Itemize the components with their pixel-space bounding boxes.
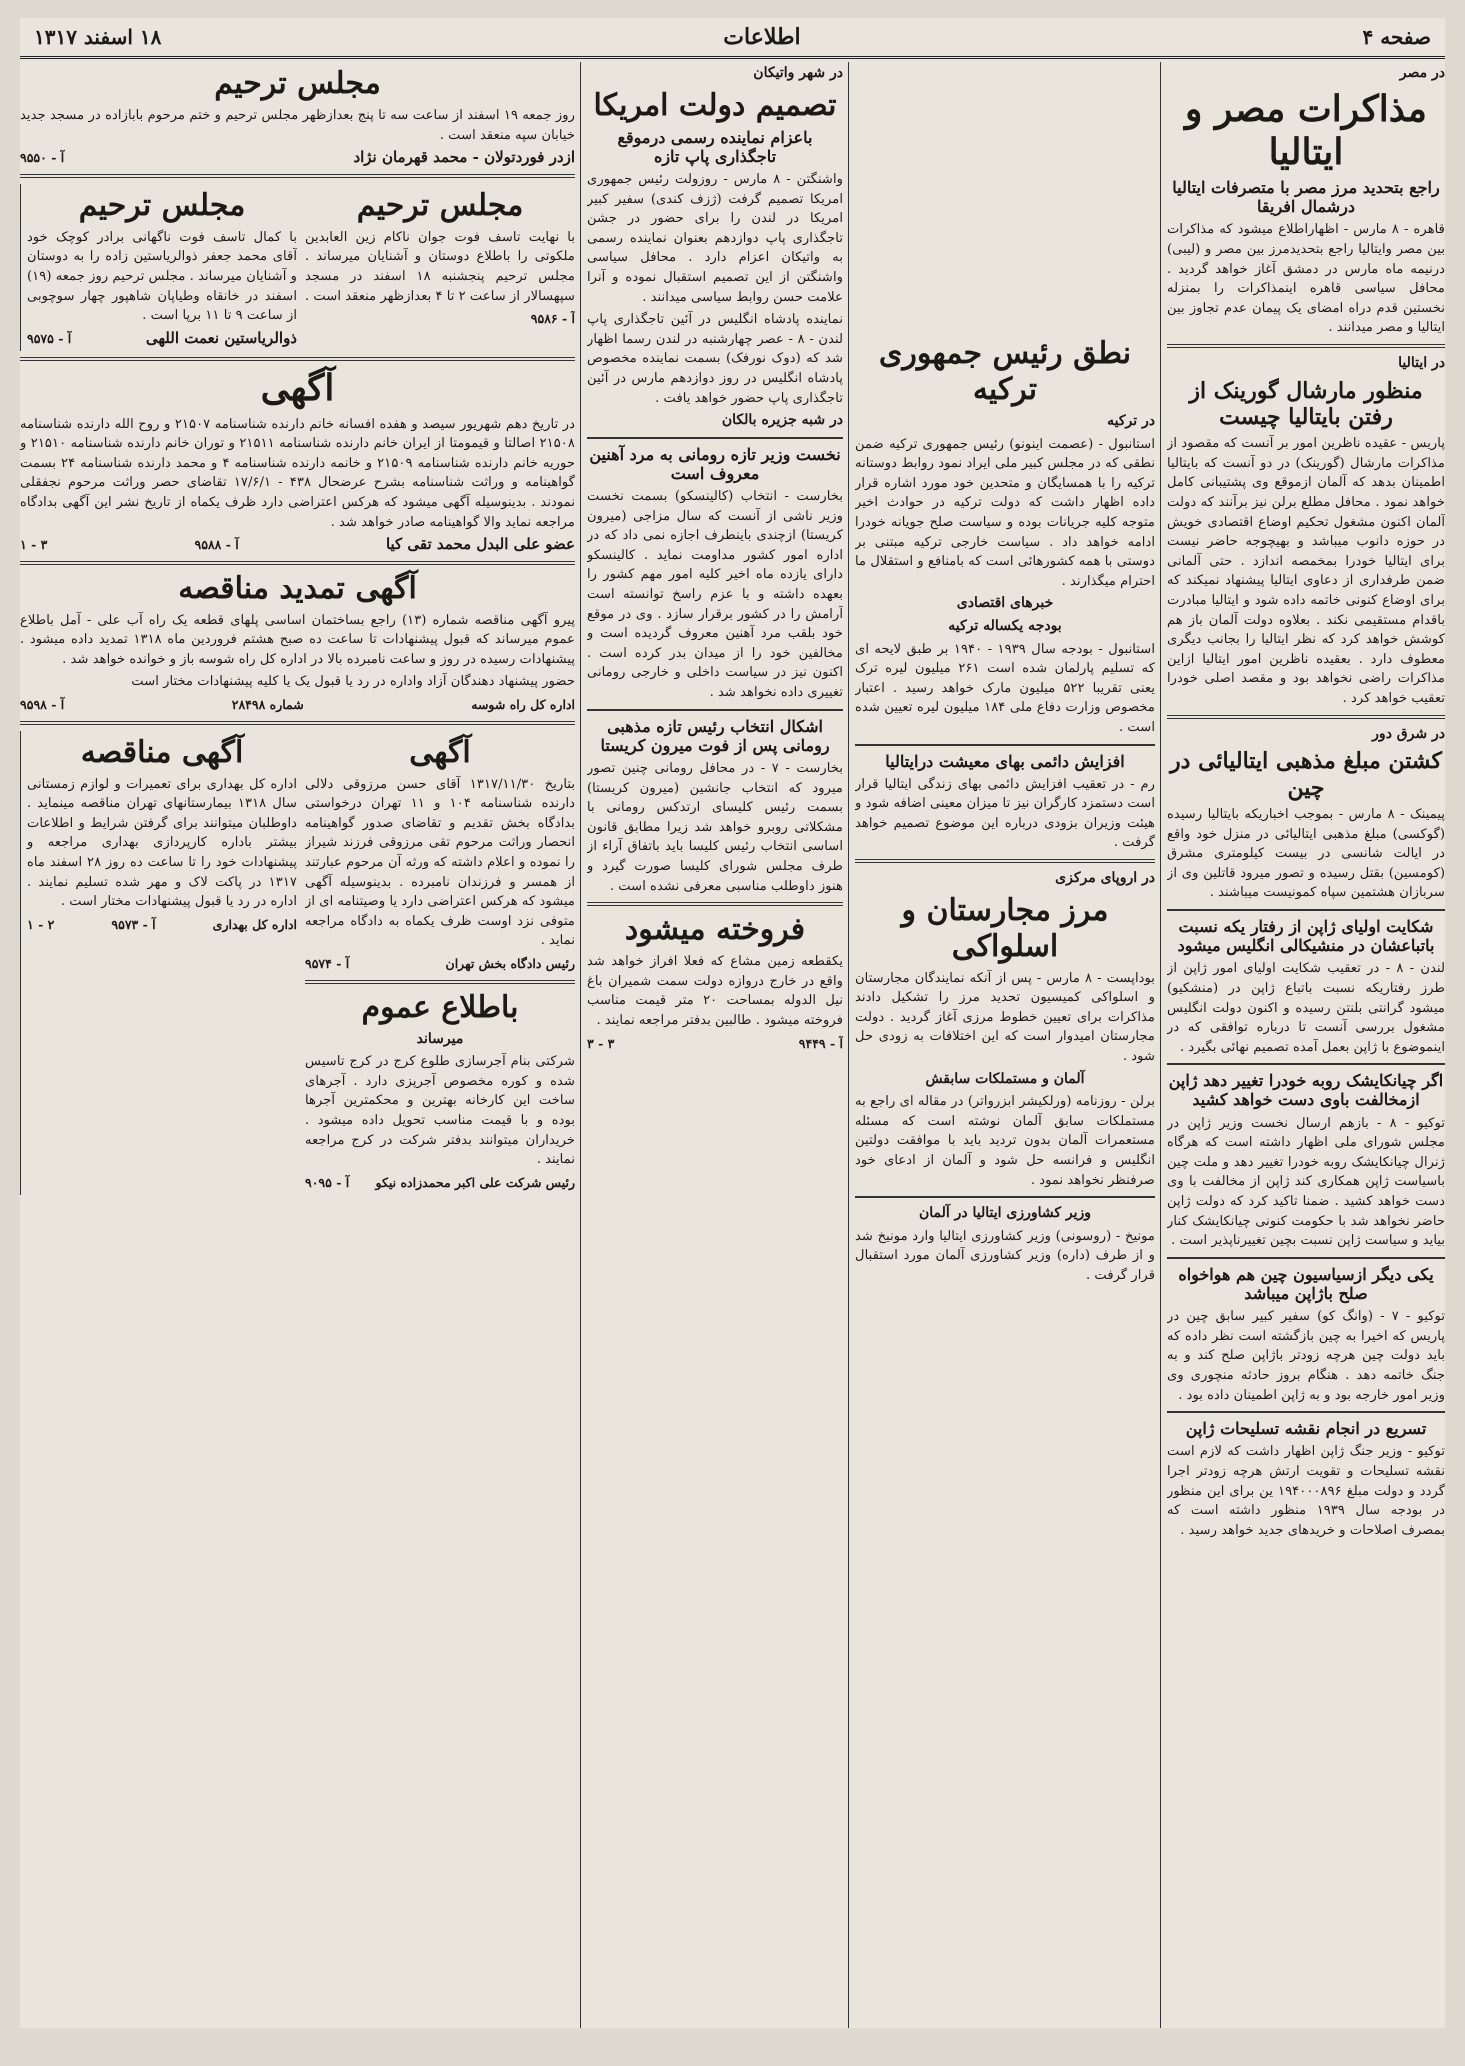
column-rule — [1160, 62, 1161, 2028]
headline-hungary: مرز مجارستان و اسلواکی — [901, 892, 1109, 964]
ad-body: در تاریخ دهم شهریور سیصد و هفده افسانه خانم دارنده شناسنامه ۲۱۵۰۷ و روح الله دارنده شناسنامه ۲۱۵۰۸ اصالتا و قیمومتا از ایران خانم دارنده شناسنامه ۲۱۵۱۱ و توران خانم دارنده شناسنامه ۲۱۵۱۰ و حوریه خانم دارنده شناسنامه ۲۱۵۰۹ و خانمه دارنده شناسنامه ۴ و محمد دارنده شناسنامه ۲۴ بسمت گواهینامه و وراثت شناسنامه بشرح عرضحال ۴۳۸ - ۱۷/۶/۱ تقاضای حصر وراثت مرحوم نجفقلی نمودند . بدینوسیله آگهی میشود که هرکس اعتراضی دارد ظرف یکماه از تاریخ نشر این آگهی بدادگاه مراجعه نماید والا گواهینامه صادر خواهد شد . — [20, 416, 575, 530]
notice-left — [20, 184, 297, 352]
ad-signature: اداره کل بهداری — [212, 916, 297, 932]
headline: نخست وزیر تازه رومانی به مرد آهنین معروف است — [589, 444, 841, 483]
ad-code: آ - ۹۵۸۸ — [194, 537, 239, 553]
divider — [587, 902, 843, 906]
article-body: استانبول - (عصمت اینونو) رئیس جمهوری ترکیه ضمن نطقی که در مجلس کبیر ملی ایراد نمود روابط دوستانه ترکیه را با همسایگان و متحدین خود مورد اشاره قرار داده اظهار داشت که دولت ترکیه در حوادث اخیر متوجه کلیه جریانات بوده و سیاست صلح جویانه خودرا ادامه خواهد داد . سیاست خارجی ترکیه مبتنی بر دوستی با همه کشورهائی است که بامنافع و استقلال ما احترام میگذارند . — [855, 436, 1155, 589]
ad-signature: اداره کل راه شوسه — [471, 697, 575, 713]
article-body: پاریس - عقیده ناظرین امور بر آنست که مقصود از مذاکرات مارشال (گورینک) در دو آنست که بایتالیا اطمینان بدهد که آلمان ازموقع وی پشتیبانی کامل خواهد نمود . محافل مطلع برلن نیز برآنند که دولت آلمان اکنون مشغول تحکیم اوضاع اقتصادی خویش در حوزه دانوب میباشد و بهیچوجه حاضر نیست برای ایتالیا خودرا بمخمصه اندازد . حتی آلمانی ضمن طرفداری از دعاوی ایتالیا پیشنهاد نمیکند که برای اوضاع کنونی خاتمه داده شود و ایتالیا مبادرت باقدام مستقیمی نکند . بعلاوه دولت آلمان باز هم کوشش خواهد کرد که نظر ایتالیا را بجانب دیگری معطوف دارد . بعقیده ناظرین امور ایتالیا ازاین مذاکرات راضی نخواهد بود و مقصد اصلی خودرا تعقیب خواهد کرد . — [1167, 436, 1445, 706]
subheadline: آلمان و مستملکات سابقش — [925, 1070, 1085, 1087]
divider — [587, 709, 843, 711]
article-body: استانبول - بودجه سال ۱۹۳۹ - ۱۹۴۰ بر طبق لایحه ای که تسلیم پارلمان شده است ۲۶۱ میلیون لیره ترک یعنی تقریبا ۵۲۲ میلیون مارک خواهد رسید . اعتبار مخصوص وزارت دفاع ملی ۱۸۴ میلیون لیره تعیین شده است . — [855, 641, 1155, 735]
section-label: در ترکیه — [1107, 413, 1155, 429]
column-vatican-balkan — [587, 62, 843, 2028]
spacer — [855, 62, 1155, 332]
divider — [20, 721, 575, 725]
section-label: در شهر واتیکان — [753, 65, 843, 81]
ad-title-tender-extension: آگهی تمدید مناقصه — [178, 570, 417, 606]
subheadline: بودجه یکساله ترکیه — [948, 617, 1062, 634]
headline: یکی دیگر ازسیاسیون چین هم هواخواه صلح باژاپن میباشد — [1178, 1264, 1434, 1303]
article-body: توکیو - ۷ - (وانگ کو) سفیر کبیر سابق چین در پاریس که اخیرا به چین بازگشته است نظر داده که باید دولت چین هرچه زودتر باژاپن صلح کند و به جنگ خاتمه دهد . هنگام بروز حادثه منچوری وی وزیر امور خارجه بود و به ژاپن اطمینان داده بود . — [1167, 1309, 1445, 1403]
ad-title-tender: آگهی مناقصه — [80, 734, 244, 770]
notice-title: مجلس ترحیم — [78, 187, 246, 223]
notice-code: آ - ۹۵۷۵ — [27, 330, 72, 346]
ad-body: اداره کل بهداری برای تعمیرات و لوازم زمستانی سال ۱۳۱۸ بیمارستانهای تهران مناقصه مینماید . داوطلبان میتوانند برای گرفتن شرایط و اطلاعات بیشتر باداره کارپردازی بهداری مراجعه و پیشنهادات خود را تا ساعت ده روز ۲۸ اسفند ماه ۱۳۱۷ در پاکت لاک و مهر شده تسلیم نمایند . اداره در رد یا قبول پیشنهادات مختار است . — [27, 776, 297, 910]
article-body: توکیو - ۸ - بازهم ارسال نخست وزیر ژاپن در مجلس شورای ملی اظهار داشته است که هرگاه ژنرال چیانکایشک روبه خودرا تغییر دهد و ملت چین باسیاست ژاپن همکاری کند ژاپن از مخالفت با وی دست خواهد کشید . ضمنا تاکید کرد که دولت ژاپن حاضر نخواهد شد با حکومت کنونی چیانکایشک کنار بیاید و سیاست ژاپن نسبت بچین تغییرناپذیر است . — [1167, 1115, 1445, 1249]
newspaper-name: اطلاعات — [723, 24, 801, 50]
ads-pair — [20, 731, 575, 1196]
divider — [20, 357, 575, 361]
divider — [855, 859, 1155, 863]
section-label: در شبه جزیره بالکان — [721, 412, 843, 429]
article-body: لندن - ۸ - در تعقیب شکایت اولیای امور ژاپن از طرز رفتاریکه نسبت باتباع ژاپن در (منشکیو) میشود گرانتی بلنتن رسیده و اکنون دولت انگلیس مشغول بررسی آنست تا درباره توافقی که در اینموضوع با ژاپن بعمل آمده تصمیم نهائی بگیرد . — [1167, 961, 1445, 1055]
divider — [1167, 344, 1445, 348]
divider — [1167, 909, 1445, 911]
ad-code: آ - ۹۵۹۸ — [20, 697, 65, 713]
section-label: در شرق دور — [1372, 725, 1445, 742]
page-number: صفحه ۴ — [1362, 25, 1431, 49]
notice-title: مجلس ترحیم — [356, 187, 524, 223]
ad-title-public-notice: باطلاع عموم — [361, 989, 519, 1025]
divider — [855, 1196, 1155, 1198]
divider — [587, 437, 843, 439]
notice-body: با کمال تاسف فوت ناگهانی برادر کوچک خود آقای محمد جعفر ذوالریاستین زاده را به دوستان و آشنایان میرساند . مجلس ترحیم روز جمعه (۱۹) اسفند در خانقاه وطیاپان شاهپور چهار سوچوبی از ساعت ۹ تا ۱۱ برپا است . — [27, 229, 297, 324]
notice-code: آ - ۹۵۸۶ — [530, 311, 575, 327]
divider — [1167, 1257, 1445, 1259]
ad-title-for-sale: فروخته میشود — [624, 912, 806, 948]
article-body: بوداپست - ۸ مارس - پس از آنکه نمایندگان مجارستان و اسلواکی کمیسیون تحدید مرز را تشکیل دادند مذاکرات برای تعیین خطوط مرزی آغاز گردید . دولت مجارستان امیدوار است که این اختلافات به زودی حل شود . — [855, 970, 1155, 1065]
divider — [1167, 715, 1445, 719]
headline-goering: منظور مارشال گورینک از رفتن بایتالیا چیست — [1189, 377, 1423, 430]
ad-code: آ - ۹۵۷۳ — [111, 916, 156, 932]
ad-body: بتاریخ ۱۳۱۷/۱۱/۳۰ آقای حسن مرزوقی دلالی دارنده شناسنامه ۱۰۴ و ۱۱ تهران درخواستی بدادگاه بخش تقدیم و تقاضای صدور گواهینامه انحصار وراثت مرحوم تقی مرزوقی فرزند شیراز را نموده و اعلام داشته که ورثه آن مرحوم عبارتند از همسر و فرزندان نامبرده . بدینوسیله آگهی میشود که هرکس اعتراضی دارد یا وصیتنامه ای از متوفی نزد اوست ظرف یکماه به دادگاه مراجعه نماید . — [305, 776, 575, 949]
article-body: رم - در تعقیب افزایش دائمی بهای زندگی ایتالیا قرار است دستمزد کارگران نیز تا میزان معینی اضافه شود و هیئت وزیران بزودی درباره این موضوع تصمیم خواهد گرفت . — [855, 776, 1155, 851]
ad-body: پیرو آگهی مناقصه شماره (۱۳) راجع بساختمان اساسی پلهای قطعه یک راه آب علی - آمل باطلاع عموم میرساند که قبول پیشنهادات تا ساعت ده صبح هشتم فروردین ماه ۱۳۱۸ تمدید داده میشود . پیشنهادات رسیده در روز و ساعت نامبرده بالا در اداره کل راه شوسه باز و خوانده خواهد شد . — [20, 612, 575, 667]
section-label: در ایتالیا — [1398, 354, 1445, 371]
divider — [1167, 1063, 1445, 1065]
column-rule — [848, 62, 849, 2028]
notice-pair — [20, 184, 575, 352]
article-body: نماینده پادشاه انگلیس در آئین تاجگذاری پاپ لندن - ۸ - عصر چهارشنبه در لندن رسما اظهار شد که (دوک نورفک) بسمت نماینده مخصوص پادشاه انگلیس در روز دوازدهم مارس در آئین تاجگذاری پاپ حضور خواهد یافت . — [587, 312, 843, 406]
ad-body: یکقطعه زمین مشاع که فعلا افراز خواهد شد واقع در خارج دروازه دولت سمت شمیران باغ نیل الدوله بمساحت ۲۰ متر قیمت مناسب فروخته میشود . طالبین بدفتر مراجعه نمایند . — [587, 954, 843, 1028]
subheadline: وزیر کشاورزی ایتالیا در آلمان — [918, 1205, 1092, 1222]
section-label: در مصر — [1399, 65, 1445, 81]
article-body: بخارست - انتخاب (کالینسکو) بسمت نخست وزیر ناشی از آنست که سال مزاجی (میرون کریستا) ازچندی باینطرف اجازه نمی داد که در اداره امور کشور مداومت نماید . کالینسکو دارای یازده ماه اخیر کلیه امور مهم کشور را بعهده داشته و با عزم راسخ توانسته است آرامش را در کشور برقرار سازد . وی در موقع خود بلقب مرد آهنین معروف گردیده است و مخالفین خود را از میدان بدر کرده است . اکنون نیز در سیاست داخلی و خارجی رومانی تغییری داده نخواهد شد . — [587, 489, 843, 700]
masthead — [20, 18, 1445, 59]
ad-body: شرکتی بنام آجرسازی طلوع کرج در کرج تاسیس شده و کوره مخصوص آجرپزی دارد . آجرهای ساخت این کارخانه بهترین و محکمترین آجرها بوده و با قیمت مناسب تحویل داده میشود . خریداران میتوانند بدفتر شرکت در کرج مراجعه نمایند . — [305, 1054, 575, 1168]
divider — [20, 174, 575, 178]
notice-right — [305, 184, 575, 352]
divider — [20, 561, 575, 565]
ad-code: آ - ۹۵۷۴ — [305, 956, 350, 971]
ad-subtitle: میرساند — [416, 1030, 464, 1047]
article-body: پیمینک - ۸ مارس - بموجب اخباریکه بایتالیا رسیده (گوکسی) مبلغ مذهبی ایتالیائی در منزل خود واقع در ایالت شانسی در بیست کیلومتری مشرق (کومسین) بقتل رسیده و تصور میرود قاتلین وی از سربازان هشتمین سپاه کمونیست میباشند . — [1167, 806, 1445, 901]
ad-signature: رئیس شرکت علی اکبر محمدزاده نیکو — [375, 1174, 575, 1190]
article-body: بخارست - ۷ - در محافل رومانی چنین تصور میرود که انتخاب جانشین (میرون کریستا) بسمت رئیس کلیسای ارتدکس رومانی با مشکلاتی روبرو خواهد شد زیرا مطابق قانون اساسی انتخاب رئیس کلیسا باید باتفاق آراء از طرف مجلس شورای کلیسا صورت گیرد و هنوز داوطلب مناسبی معرفی نشده است . — [587, 760, 843, 894]
notice-body: روز جمعه ۱۹ اسفند از ساعت سه تا پنج بعدازظهر مجلس ترحیم و ختم مرحوم بابازاده در مسجد جدید خیابان سپه منعقد است . — [20, 108, 575, 143]
ad-footer: آ - ۹۴۴۹ ۳ - ۳ — [587, 1035, 843, 1051]
ad-number: ۳ - ۱ — [20, 537, 48, 553]
notice-signature: ازدر فوردتولان - محمد قهرمان نژاد — [353, 148, 575, 167]
ad-number: ۲ - ۱ — [27, 916, 55, 932]
divider — [305, 980, 575, 984]
notice-code: آ - ۹۵۵۰ — [20, 150, 65, 166]
ad-title: آگهی — [260, 367, 335, 410]
divider — [855, 744, 1155, 746]
subheadline: باعزام نماینده رسمی درموقع تاجگذاری پاپ تازه — [617, 127, 813, 166]
column-rule — [580, 62, 581, 2028]
article-body: توکیو - وزیر جنگ ژاپن اظهار داشت که لازم است نقشه تسلیحات و تقویت ارتش هرچه زودتر اجرا گردد و دولت مبلغ ۱۹۴۰۰۰۸۹۶ ین برای این منظور در بودجه سال ۱۹۳۹ منظور داشته است که بمصرف اصلاحات و خریدهای جدید خواهد رسید . — [1167, 1444, 1445, 1538]
article-body: واشنگتن - ۸ مارس - روزولت رئیس جمهوری امریکا تصمیم گرفت (ژزف کندی) سفیر کبیر امریکا در لندن را برای حضور در جشن تاجگذاری پاپ دوازدهم بعنوان نماینده رسمی به واتیکان اعزام دارد . محافل سیاسی واشنگتن از این تصمیم استقبال نموده و آنرا علامت حسن روابط سیاسی میدانند . — [587, 171, 843, 305]
ad-right — [305, 731, 575, 1196]
notice-title: مجلس ترحیم — [214, 66, 381, 101]
notice-body: با نهایت تاسف فوت جوان ناکام زین العابدین ملکوتی را باطلاع دوستان و آشنایان میرساند . مجلس ترحیم پنجشنبه ۱۸ اسفند در مسجد سپهسالار از ساعت ۲ تا ۴ بعدازظهر منعقد است . — [305, 229, 575, 304]
ad-signature: عضو علی البدل محمد تقی کیا — [385, 535, 575, 554]
headline: افزایش دائمی بهای معیشت درایتالیا — [885, 751, 1125, 771]
headline: اگر چیانکایشک روبه خودرا تغییر دهد ژاپن ازمخالفت باوی دست خواهد کشید — [1168, 1071, 1444, 1110]
article-body: قاهره - ۸ مارس - اظهاراطلاع میشود که مذاکرات بین مصر وایتالیا راجع بتحدیدمرز بین مصر و (لیبی) درنیمه ماه مارس در دمشق آغاز خواهد گردید . محافل سیاسی قاهره اینمذاکرات را بمنزله نخستین قدم دراه امضای یک پیمان عدم تجاوز بین ایتالیا و مصر میدانند . — [1167, 222, 1445, 336]
column-turkey-europe — [855, 62, 1155, 2028]
headline-china-missionary: کشتن مبلغ مذهبی ایتالیائی در چین — [1170, 748, 1442, 801]
article-body: برلن - روزنامه (ورلکیشر ابزرواتر) در مقاله ای راجع به مستملکات سابق آلمان نوشته است که مسئله مستعمرات آلمان بدون تردید باید با موافقت دولتین انگلیس و فرانسه حل شود و آلمان از ادعای خود صرفنظر نخواهد نمود . — [855, 1094, 1155, 1188]
article-body: مونیخ - (روسونی) وزیر کشاورزی ایتالیا وارد مونیخ شد و از طرف (داره) وزیر کشاورزی آلمان مورد استقبال قرار گرفت . — [855, 1228, 1155, 1283]
headline: شکایت اولیای ژاپن از رفتار یکه نسبت باتباعشان در منشیکالی انگلیس میشود — [1177, 916, 1435, 956]
column-world-news — [1167, 62, 1445, 2028]
ad-signature: رئیس دادگاه بخش تهران — [445, 956, 575, 971]
headline-turkey: نطق رئیس جمهوری ترکیه — [878, 336, 1132, 407]
headline-usa: تصمیم دولت امریکا — [593, 87, 837, 123]
ad-left — [20, 731, 297, 1196]
headline-egypt-italy: مذاکرات مصر و ایتالیا — [1185, 87, 1427, 173]
column-notices — [20, 62, 575, 2028]
ad-title: آگهی — [409, 734, 471, 770]
section-label: در اروپای مرکزی — [1055, 870, 1155, 887]
notice-signature: ذوالریاستین نعمت اللهی — [145, 328, 297, 347]
headline: اشکال انتخاب رئیس تازه مذهبی رومانی پس از فوت میرون کریستا — [600, 716, 830, 755]
headline: تسریع در انجام نقشه تسلیحات ژاپن — [1185, 1419, 1427, 1439]
section-label: خبرهای اقتصادی — [956, 595, 1054, 612]
ad-number: شماره ۲۸۴۹۸ — [231, 697, 304, 713]
issue-date: ۱۸ اسفند ۱۳۱۷ — [34, 25, 162, 49]
ad-code: آ - ۹۰۹۵ — [305, 1174, 350, 1190]
divider — [1167, 1411, 1445, 1413]
newspaper-page — [20, 18, 1445, 2028]
subheadline: راجع بتحدید مرز مصر با متصرفات ایتالیا درشمال افریقا — [1172, 177, 1440, 217]
ad-note: حضور پیشنهاد دهندگان آزاد واداره در رد یا قبول یک یا کلیه پیشنهادات مختار است — [131, 674, 575, 690]
